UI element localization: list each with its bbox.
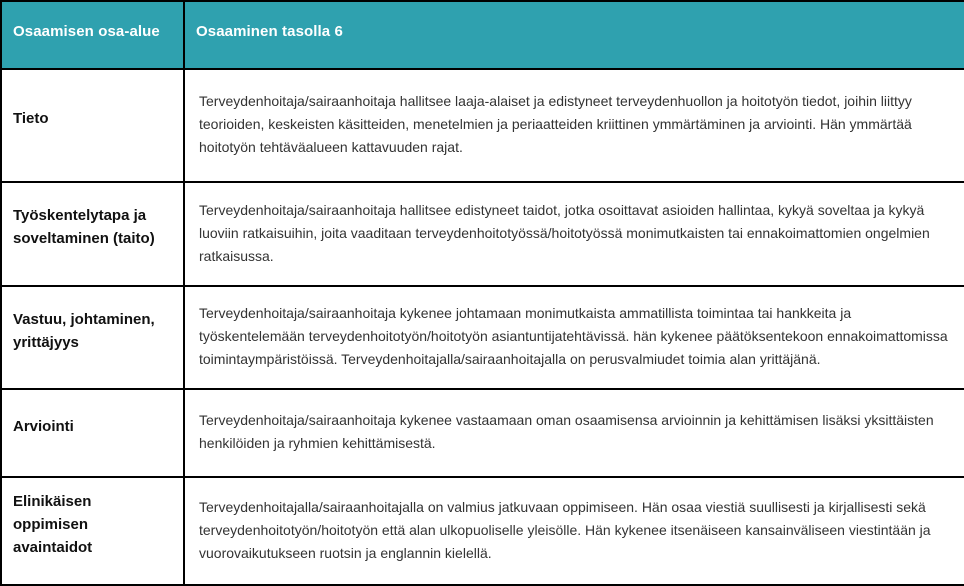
row-label: Tieto [1, 69, 184, 182]
row-description: Terveydenhoitaja/sairaanhoitaja kykenee vastaamaan oman osaamisensa arvioinnin ja kehittämisen lisäksi yksittäisten henkilöiden ja ryhmien kehittämisestä. [184, 389, 964, 477]
header-row [1, 1, 964, 69]
row-description: Terveydenhoitaja/sairaanhoitaja kykenee johtamaan monimutkaista ammatillista toimintaa tai hankkeita ja työskentelemään terveydenhoitotyön/hoitotyön asiantuntijatehtävissä. hän kykenee päätöksentekoon ennakoimattomissa toimintaympäristöissä. Terveydenhoitajalla/sairaanhoitajalla on perusvalmiudet toimia alan yrittäjänä. [184, 286, 964, 389]
table-row-arviointi [1, 389, 964, 477]
row-label: Arviointi [1, 389, 184, 477]
table-row-elinikainen-oppiminen [1, 477, 964, 585]
table-row-tieto [1, 69, 964, 182]
row-label: Elinikäisen oppimisen avaintaidot [1, 477, 184, 585]
column-header-competence-area: Osaamisen osa-alue [1, 1, 184, 69]
row-label: Työskentelytapa ja soveltaminen (taito) [1, 182, 184, 286]
row-description: Terveydenhoitajalla/sairaanhoitajalla on valmius jatkuvaan oppimiseen. Hän osaa viestiä suullisesti ja kirjallisesti sekä terveydenhoitotyön/hoitotyön että alan ulkopuoliselle yleisölle. Hän kykenee itsenäiseen kansainväliseen viestintään ja vuorovaikutukseen ruotsin ja englannin kielellä. [184, 477, 964, 585]
row-description: Terveydenhoitaja/sairaanhoitaja hallitsee edistyneet taidot, jotka osoittavat asioiden hallintaa, kykyä soveltaa ja kykyä luoviin ratkaisuihin, joita vaaditaan terveydenhoitotyössä/hoitotyössä monimutkaisten tai ennakoimattomien ongelmien ratkaisussa. [184, 182, 964, 286]
row-description: Terveydenhoitaja/sairaanhoitaja hallitsee laaja-alaiset ja edistyneet terveydenhuollon ja hoitotyön tiedot, joihin liittyy teorioiden, keskeisten käsitteiden, menetelmien ja periaatteiden kriittinen ymmärtäminen ja arviointi. Hän ymmärtää hoitotyön tehtäväalueen kattavuuden rajat. [184, 69, 964, 182]
column-header-level-6: Osaaminen tasolla 6 [184, 1, 964, 69]
table-row-vastuu [1, 286, 964, 389]
row-label: Vastuu, johtaminen, yrittäjyys [1, 286, 184, 389]
table-row-tyoskentelytapa [1, 182, 964, 286]
